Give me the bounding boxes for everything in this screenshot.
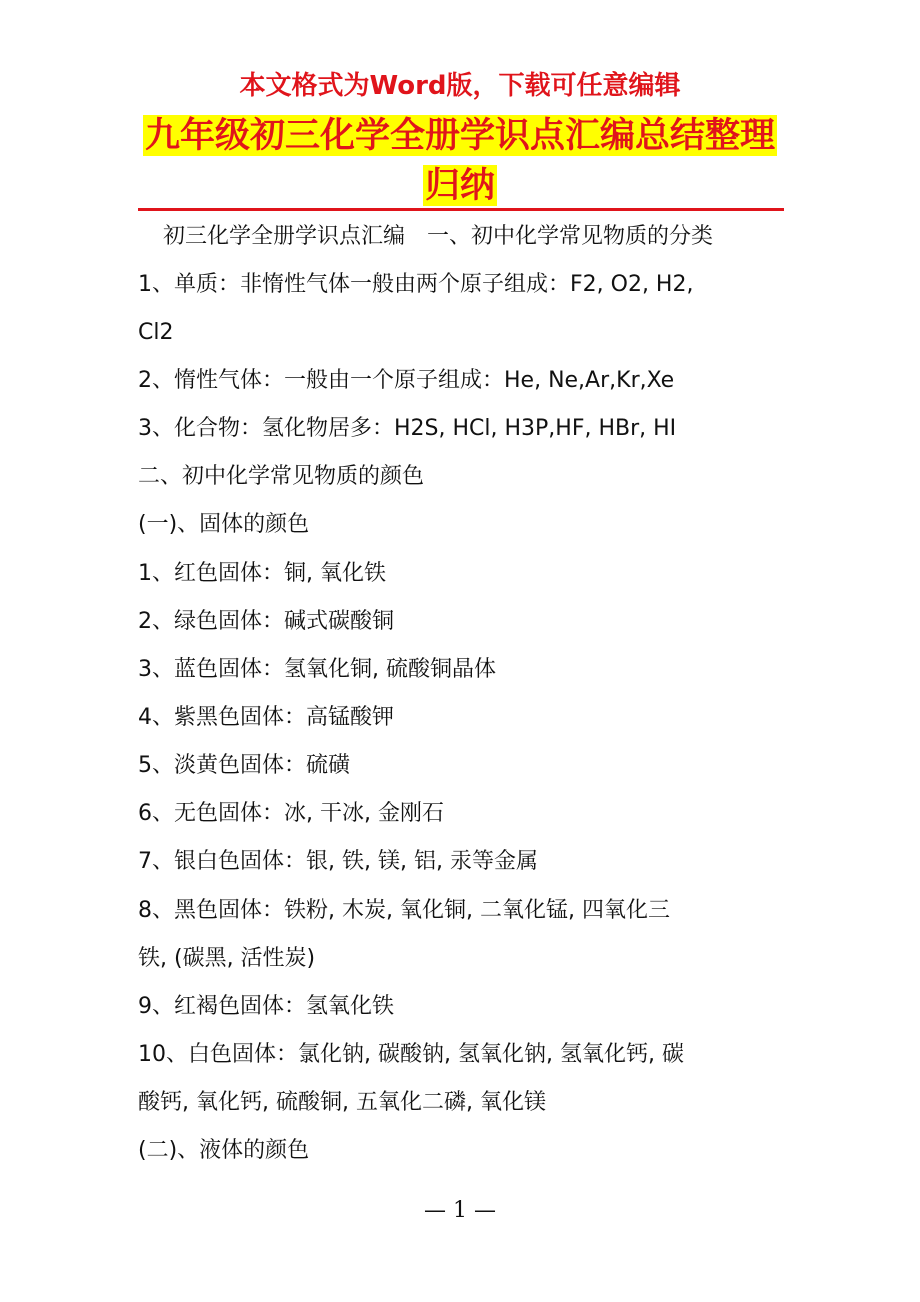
paragraph-line: 铁, (碳黑, 活性炭): [138, 946, 316, 971]
paragraph-line: 2、绿色固体：碱式碳酸铜: [138, 609, 394, 634]
paragraph-line: 2、惰性气体：一般由一个原子组成：He, Ne,Ar,Kr,Xe: [138, 368, 675, 393]
paragraph-line: 酸钙, 氧化钙, 硫酸铜, 五氧化二磷, 氧化镁: [138, 1090, 546, 1115]
intro-line: 初三化学全册学识点汇编 一、初中化学常见物质的分类: [163, 224, 714, 249]
page-number: — 1 —: [424, 1198, 496, 1223]
paragraph-line: 5、淡黄色固体：硫磺: [138, 753, 350, 778]
word-format-notice: 本文格式为Word版，下载可任意编辑: [239, 71, 681, 101]
paragraph-line: 1、红色固体：铜, 氧化铁: [138, 561, 386, 586]
title-divider: [138, 208, 784, 211]
paragraph-line: 7、银白色固体：银, 铁, 镁, 铝, 汞等金属: [138, 849, 538, 874]
title-highlight-1: 九年级初三化学全册学识点汇编总结整理: [144, 115, 775, 156]
section-heading: 二、初中化学常见物质的颜色: [138, 464, 425, 489]
subsection-heading: (二)、液体的颜色: [138, 1138, 310, 1163]
subsection-heading: (一)、固体的颜色: [138, 512, 310, 537]
paragraph-line: 1、单质：非惰性气体一般由两个原子组成：F2, O2, H2,: [138, 272, 694, 297]
paragraph-line: 8、黑色固体：铁粉, 木炭, 氧化铜, 二氧化锰, 四氧化三: [138, 898, 670, 923]
document-title-line-2: [0, 163, 920, 209]
paragraph-line: 10、白色固体：氯化钠, 碳酸钠, 氢氧化钠, 氢氧化钙, 碳: [138, 1042, 684, 1067]
title-highlight-2: 归纳: [424, 165, 495, 206]
paragraph-line: 6、无色固体：冰, 干冰, 金刚石: [138, 801, 444, 826]
paragraph-line: 3、化合物：氢化物居多：H2S, HCl, H3P,HF, HBr, HI: [138, 416, 677, 441]
paragraph-line: 3、蓝色固体：氢氧化铜, 硫酸铜晶体: [138, 657, 496, 682]
paragraph-line: 4、紫黑色固体：高锰酸钾: [138, 705, 394, 730]
paragraph-line: 9、红褐色固体：氢氧化铁: [138, 994, 394, 1019]
document-title-line-1: [0, 113, 920, 159]
paragraph-line: Cl2: [138, 320, 174, 345]
